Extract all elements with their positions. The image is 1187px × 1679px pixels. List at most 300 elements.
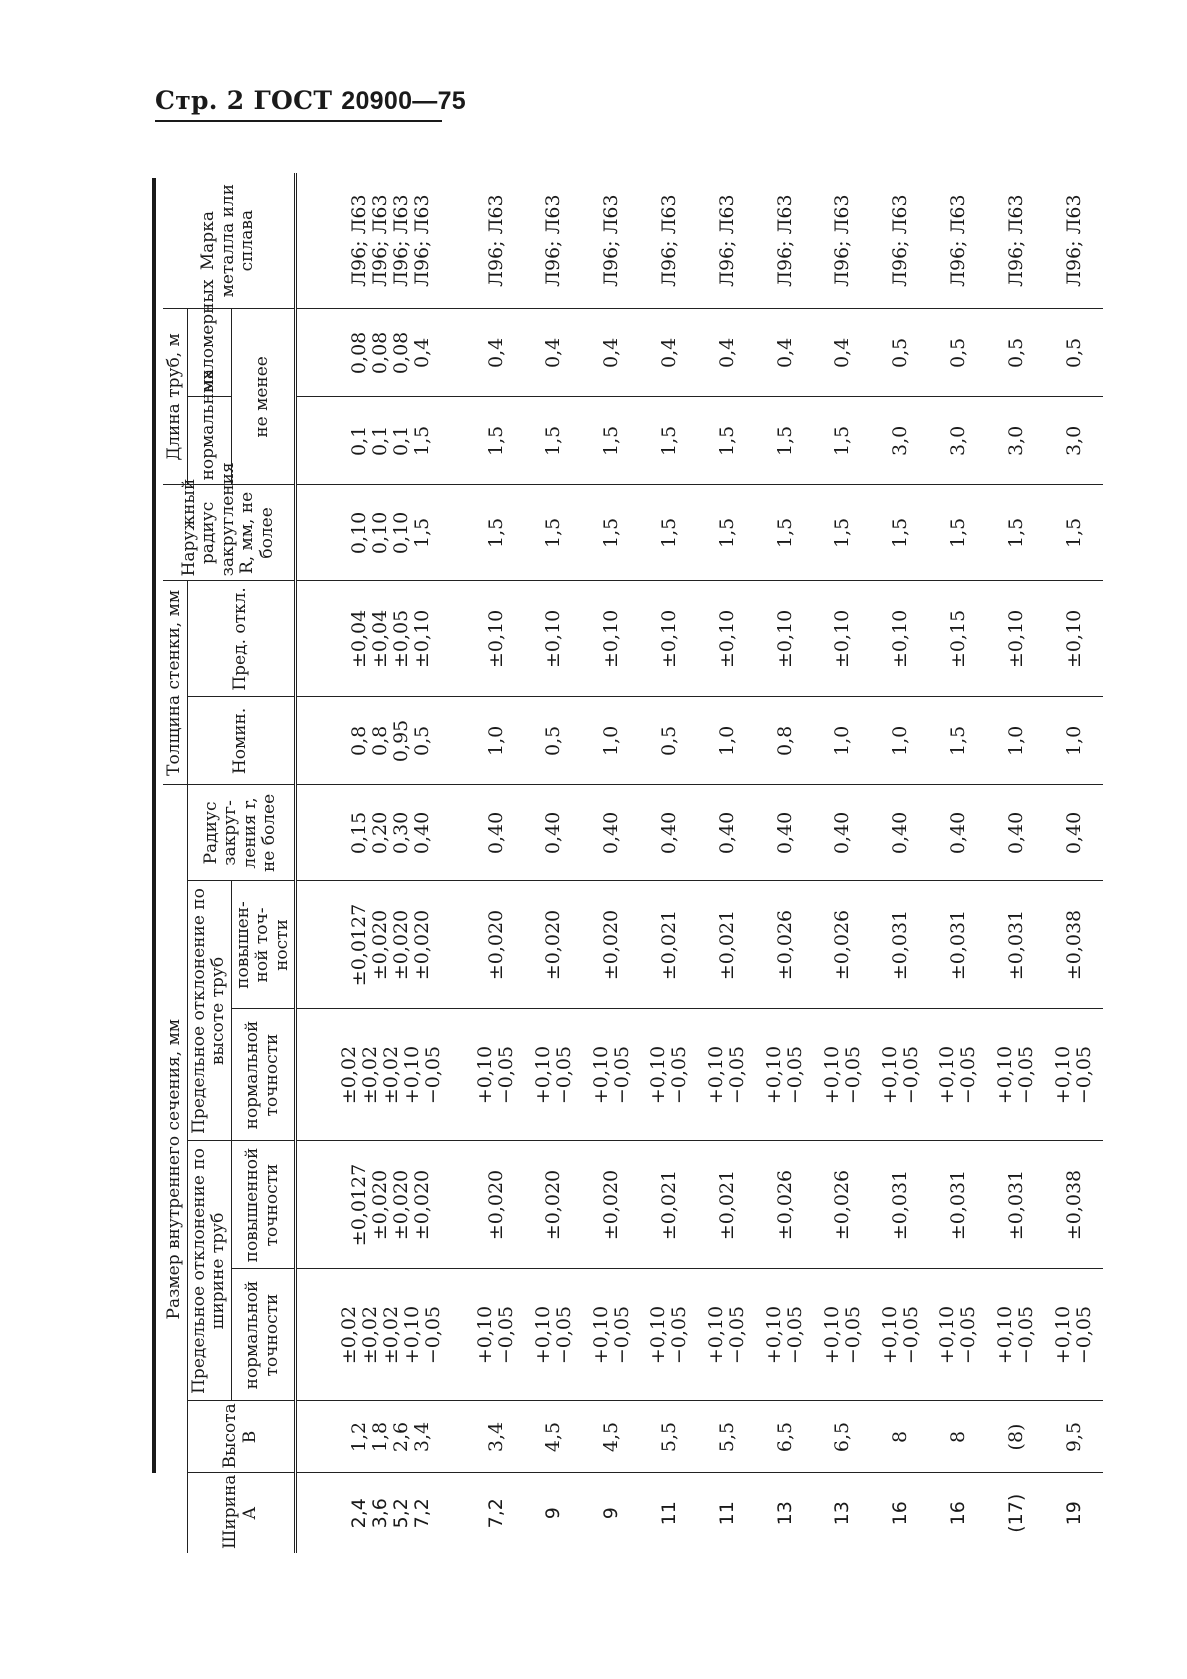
- table-row: [296, 173, 467, 1553]
- cell-height-b: [987, 1401, 1045, 1473]
- cell-value: ±0,04: [348, 609, 371, 669]
- cell-value: 11: [657, 1501, 680, 1526]
- cell-value: 13: [831, 1501, 854, 1526]
- cell-width-tol-increased: [467, 1141, 525, 1269]
- cell-wall-nominal: [872, 697, 930, 785]
- cell-height-b: [756, 1401, 814, 1473]
- cell-value: 0,40: [946, 811, 969, 855]
- header-wall-group: Толщина стенки, мм: [163, 581, 187, 785]
- cell-width-a: [641, 1473, 699, 1553]
- cell-width-a: [296, 1473, 467, 1553]
- table-row: [814, 173, 872, 1553]
- cell-value: −0,05: [957, 1045, 980, 1105]
- cell-value: 0,5: [1062, 337, 1085, 369]
- header-wall-deviation: Пред. откл.: [187, 581, 296, 697]
- cell-value: 16: [946, 1501, 969, 1526]
- cell-value: 1,5: [715, 517, 738, 549]
- table-body: [296, 173, 1103, 1553]
- cell-value: ±0,020: [411, 909, 434, 981]
- cell-value: ±0,02: [358, 1305, 381, 1365]
- cell-wall-deviation: [1045, 581, 1103, 697]
- cell-value: 1,0: [600, 725, 623, 757]
- cell-value: ±0,020: [369, 1169, 392, 1241]
- cell-value: 6,5: [773, 1421, 796, 1453]
- cell-value: 0,30: [390, 811, 413, 855]
- cell-wall-nominal: [583, 697, 641, 785]
- cell-value: 0,1: [390, 425, 413, 457]
- cell-value: ±0,02: [379, 1305, 402, 1365]
- cell-outer-radius: [583, 485, 641, 581]
- cell-height-tol-increased: [814, 881, 872, 1009]
- cell-height-tol-increased: [467, 881, 525, 1009]
- cell-wall-nominal: [467, 697, 525, 785]
- cell-width-tol-increased: [698, 1141, 756, 1269]
- cell-value: ±0,038: [1062, 909, 1085, 981]
- cell-value: (8): [1004, 1423, 1027, 1451]
- cell-value: 0,20: [369, 811, 392, 855]
- header-not-less: не менее: [231, 309, 296, 485]
- cell-value: ±0,031: [1004, 909, 1027, 981]
- cell-outer-radius: [467, 485, 525, 581]
- cell-width-a: [930, 1473, 988, 1553]
- cell-value: +0,10: [589, 1305, 612, 1365]
- cell-value: ±0,020: [369, 909, 392, 981]
- cell-wall-nominal: [814, 697, 872, 785]
- cell-value: −0,05: [899, 1045, 922, 1105]
- cell-length-short: [583, 309, 641, 397]
- cell-value: 1,5: [411, 425, 434, 457]
- cell-value: 0,5: [411, 725, 434, 757]
- cell-outer-radius: [698, 485, 756, 581]
- header-rule: [155, 120, 442, 122]
- cell-width-tol-normal: [930, 1269, 988, 1401]
- cell-width-a: [583, 1473, 641, 1553]
- cell-value: 0,40: [1062, 811, 1085, 855]
- cell-value: −0,05: [841, 1045, 864, 1105]
- cell-value: +0,10: [531, 1045, 554, 1105]
- standard-number: 20900—75: [341, 87, 466, 115]
- cell-value: Л96; Л63: [600, 194, 623, 287]
- cell-value: +0,10: [705, 1045, 728, 1105]
- cell-value: −0,05: [726, 1305, 749, 1365]
- cell-value: 5,5: [657, 1421, 680, 1453]
- cell-length-normal: [641, 397, 699, 485]
- cell-length-normal: [756, 397, 814, 485]
- cell-height-tol-increased: [583, 881, 641, 1009]
- cell-value: +0,10: [878, 1305, 901, 1365]
- page-header: [155, 86, 466, 116]
- cell-grade: [872, 173, 930, 309]
- cell-value: −0,05: [421, 1045, 444, 1105]
- cell-value: ±0,10: [715, 609, 738, 669]
- header-width-increased-accuracy: повышенной точности: [231, 1141, 296, 1269]
- cell-value: 0,4: [411, 337, 434, 369]
- cell-wall-deviation: [641, 581, 699, 697]
- cell-height-tol-increased: [872, 881, 930, 1009]
- cell-value: ±0,10: [1004, 609, 1027, 669]
- cell-value: 0,5: [946, 337, 969, 369]
- cell-value: 0,5: [1004, 337, 1027, 369]
- cell-width-tol-increased: [583, 1141, 641, 1269]
- cell-width-tol-normal: [641, 1269, 699, 1401]
- cell-value: ±0,15: [946, 609, 969, 669]
- cell-value: ±0,020: [484, 909, 507, 981]
- cell-length-short: [987, 309, 1045, 397]
- page-label: Стр. 2: [155, 86, 245, 115]
- cell-inner-radius: [872, 785, 930, 881]
- cell-value: ±0,04: [369, 609, 392, 669]
- cell-outer-radius: [296, 485, 467, 581]
- cell-value: 3,0: [889, 425, 912, 457]
- cell-value: ±0,10: [484, 609, 507, 669]
- cell-value: ±0,10: [889, 609, 912, 669]
- cell-value: 1,0: [831, 725, 854, 757]
- cell-value: ±0,10: [542, 609, 565, 669]
- header-height-normal-accuracy: нормальной точности: [231, 1009, 296, 1141]
- cell-value: −0,05: [495, 1045, 518, 1105]
- cell-value: −0,05: [610, 1045, 633, 1105]
- cell-value: ±0,0127: [348, 903, 371, 987]
- cell-value: 7,2: [411, 1498, 434, 1529]
- cell-inner-radius: [756, 785, 814, 881]
- cell-value: −0,05: [784, 1305, 806, 1365]
- header-height-increased-accuracy: повышен-ной точ-ности: [231, 881, 296, 1009]
- cell-height-tol-normal: [467, 1009, 525, 1141]
- cell-value: 1,5: [946, 517, 969, 549]
- table-row: [756, 173, 814, 1553]
- table-row: [641, 173, 699, 1553]
- cell-height-tol-increased: [641, 881, 699, 1009]
- cell-value: −0,05: [495, 1305, 518, 1365]
- cell-value: 0,40: [657, 811, 680, 855]
- cell-value: 1,5: [542, 517, 565, 549]
- cell-length-normal: [987, 397, 1045, 485]
- cell-value: +0,10: [474, 1305, 497, 1365]
- cell-value: +0,10: [531, 1305, 554, 1365]
- cell-value: Л96; Л63: [831, 194, 854, 287]
- cell-inner-radius: [525, 785, 583, 881]
- table-row: [467, 173, 525, 1553]
- cell-value: ±0,031: [946, 909, 969, 981]
- cell-width-tol-normal: [872, 1269, 930, 1401]
- cell-value: ±0,021: [657, 909, 680, 981]
- cell-inner-radius: [1045, 785, 1103, 881]
- cell-value: +0,10: [994, 1305, 1017, 1365]
- cell-value: +0,10: [763, 1045, 785, 1105]
- cell-height-b: [296, 1401, 467, 1473]
- cell-grade: [1045, 173, 1103, 309]
- cell-value: Л96; Л63: [715, 194, 738, 287]
- cell-value: 1,5: [1062, 517, 1085, 549]
- cell-height-tol-normal: [930, 1009, 988, 1141]
- cell-value: 16: [889, 1501, 912, 1526]
- cell-value: −0,05: [1015, 1045, 1038, 1105]
- cell-length-normal: [467, 397, 525, 485]
- cell-width-tol-increased: [987, 1141, 1045, 1269]
- cell-grade: [583, 173, 641, 309]
- cell-inner-radius: [987, 785, 1045, 881]
- cell-wall-nominal: [641, 697, 699, 785]
- cell-length-short: [930, 309, 988, 397]
- cell-width-a: [987, 1473, 1045, 1553]
- cell-value: 0,4: [657, 337, 680, 369]
- cell-height-tol-normal: [583, 1009, 641, 1141]
- cell-outer-radius: [872, 485, 930, 581]
- cell-width-tol-normal: [1045, 1269, 1103, 1401]
- cell-value: ±0,02: [337, 1045, 360, 1105]
- cell-value: ±0,02: [337, 1305, 360, 1365]
- cell-value: 0,4: [715, 337, 738, 369]
- cell-value: 0,8: [773, 725, 796, 757]
- header-height-tolerance: Предельное отклонение по высоте труб: [187, 881, 231, 1141]
- table-row: [987, 173, 1045, 1553]
- cell-value: ±0,020: [542, 909, 565, 981]
- cell-width-tol-normal: [583, 1269, 641, 1401]
- cell-height-tol-increased: [987, 881, 1045, 1009]
- cell-width-tol-increased: [756, 1141, 814, 1269]
- cell-value: 5,2: [390, 1498, 413, 1529]
- cell-value: ±0,020: [600, 909, 623, 981]
- cell-height-tol-normal: [641, 1009, 699, 1141]
- cell-value: Л96; Л63: [946, 194, 969, 287]
- cell-value: 0,15: [348, 811, 371, 855]
- cell-height-tol-increased: [525, 881, 583, 1009]
- cell-wall-deviation: [987, 581, 1045, 697]
- cell-value: ±0,026: [773, 909, 796, 981]
- header-normal-length: нормальных: [187, 397, 231, 485]
- cell-grade: [987, 173, 1045, 309]
- cell-grade: [930, 173, 988, 309]
- cell-value: 1,5: [600, 517, 623, 549]
- cell-value: ±0,021: [715, 909, 738, 981]
- cell-value: ±0,031: [1004, 1169, 1027, 1241]
- cell-value: ±0,020: [600, 1169, 623, 1241]
- cell-value: 1,0: [1004, 725, 1027, 757]
- cell-value: 0,40: [1004, 811, 1027, 855]
- cell-value: ±0,031: [889, 1169, 912, 1241]
- cell-value: ±0,10: [773, 609, 796, 669]
- cell-value: ±0,10: [831, 609, 854, 669]
- cell-width-tol-normal: [814, 1269, 872, 1401]
- cell-value: +0,10: [589, 1045, 612, 1105]
- cell-width-a: [814, 1473, 872, 1553]
- cell-value: Л96; Л63: [1062, 194, 1085, 287]
- cell-wall-deviation: [756, 581, 814, 697]
- cell-value: Л96; Л63: [657, 194, 680, 287]
- cell-value: 5,5: [715, 1421, 738, 1453]
- cell-value: 0,1: [348, 425, 371, 457]
- cell-wall-nominal: [296, 697, 467, 785]
- cell-value: +0,10: [1052, 1305, 1075, 1365]
- cell-height-tol-increased: [930, 881, 988, 1009]
- cell-outer-radius: [756, 485, 814, 581]
- header-outer-radius: Наружный радиус закругления R, мм, не более: [163, 485, 296, 581]
- cell-value: 3,6: [369, 1498, 392, 1529]
- cell-value: 1,5: [715, 425, 738, 457]
- cell-value: 4,5: [600, 1421, 623, 1453]
- cell-value: 3,0: [1062, 425, 1085, 457]
- cell-value: 1,0: [484, 725, 507, 757]
- cell-value: +0,10: [400, 1045, 423, 1105]
- cell-value: 6,5: [831, 1421, 854, 1453]
- cell-height-tol-increased: [756, 881, 814, 1009]
- cell-length-normal: [872, 397, 930, 485]
- cell-width-tol-increased: [1045, 1141, 1103, 1269]
- cell-value: ±0,031: [889, 909, 912, 981]
- cell-width-a: [1045, 1473, 1103, 1553]
- cell-value: 11: [715, 1501, 738, 1526]
- cell-height-tol-normal: [987, 1009, 1045, 1141]
- cell-value: ±0,10: [1062, 609, 1085, 669]
- cell-value: −0,05: [1073, 1305, 1096, 1365]
- cell-value: 1,0: [1062, 725, 1085, 757]
- cell-value: 2,4: [348, 1498, 371, 1529]
- cell-height-b: [583, 1401, 641, 1473]
- cell-grade: [641, 173, 699, 309]
- cell-value: 1,5: [773, 517, 796, 549]
- cell-value: −0,05: [1015, 1305, 1038, 1365]
- cell-length-normal: [525, 397, 583, 485]
- cell-length-normal: [1045, 397, 1103, 485]
- cell-inner-radius: [296, 785, 467, 881]
- cell-value: 0,1: [369, 425, 392, 457]
- cell-wall-deviation: [525, 581, 583, 697]
- cell-value: 1,5: [889, 517, 912, 549]
- cell-length-normal: [814, 397, 872, 485]
- cell-length-normal: [930, 397, 988, 485]
- cell-outer-radius: [641, 485, 699, 581]
- cell-value: 0,40: [715, 811, 738, 855]
- cell-value: 1,2: [348, 1421, 371, 1453]
- cell-length-short: [641, 309, 699, 397]
- cell-value: +0,10: [705, 1305, 728, 1365]
- cell-value: 8: [889, 1430, 912, 1444]
- cell-value: ±0,02: [358, 1045, 381, 1105]
- cell-height-tol-normal: [872, 1009, 930, 1141]
- table-row: [930, 173, 988, 1553]
- cell-value: 9,5: [1062, 1421, 1085, 1453]
- cell-width-a: [756, 1473, 814, 1553]
- cell-width-tol-normal: [987, 1269, 1045, 1401]
- table-head: [163, 173, 296, 1553]
- cell-value: 0,08: [390, 331, 413, 375]
- cell-length-short: [872, 309, 930, 397]
- cell-value: 0,40: [484, 811, 507, 855]
- cell-value: 2,6: [390, 1421, 413, 1453]
- cell-inner-radius: [814, 785, 872, 881]
- header-inner-radius: Радиус закруг-ления r, не более: [187, 785, 296, 881]
- cell-value: 1,5: [773, 425, 796, 457]
- cell-value: −0,05: [552, 1305, 575, 1365]
- cell-value: −0,05: [1073, 1045, 1096, 1105]
- cell-value: 13: [773, 1501, 796, 1526]
- cell-grade: [467, 173, 525, 309]
- cell-value: 0,08: [348, 331, 371, 375]
- cell-value: 0,40: [889, 811, 912, 855]
- cell-width-tol-increased: [296, 1141, 467, 1269]
- cell-value: Л96; Л63: [390, 194, 413, 287]
- cell-value: ±0,020: [542, 1169, 565, 1241]
- cell-value: 0,40: [542, 811, 565, 855]
- cell-value: +0,10: [647, 1045, 670, 1105]
- cell-value: 1,5: [657, 425, 680, 457]
- cell-value: −0,05: [668, 1305, 691, 1365]
- table-frame-line: [152, 178, 156, 1473]
- cell-width-tol-increased: [872, 1141, 930, 1269]
- cell-wall-deviation: [930, 581, 988, 697]
- cell-value: 7,2: [484, 1498, 507, 1529]
- cell-value: ±0,020: [411, 1169, 434, 1241]
- cell-value: 0,5: [657, 725, 680, 757]
- cell-grade: [296, 173, 467, 309]
- cell-wall-deviation: [467, 581, 525, 697]
- cell-height-tol-normal: [296, 1009, 467, 1141]
- header-width-a: Ширина A: [187, 1473, 296, 1553]
- cell-value: +0,10: [820, 1045, 843, 1105]
- cell-width-tol-normal: [296, 1269, 467, 1401]
- cell-value: 1,0: [889, 725, 912, 757]
- cell-value: 1,5: [831, 425, 854, 457]
- cell-value: 1,5: [1004, 517, 1027, 549]
- cell-value: −0,05: [726, 1045, 749, 1105]
- cell-value: ±0,021: [657, 1169, 680, 1241]
- cell-width-tol-increased: [641, 1141, 699, 1269]
- cell-wall-nominal: [987, 697, 1045, 785]
- cell-height-tol-increased: [1045, 881, 1103, 1009]
- cell-value: 19: [1062, 1501, 1085, 1526]
- cell-length-short: [525, 309, 583, 397]
- cell-value: 8: [946, 1430, 969, 1444]
- cell-outer-radius: [814, 485, 872, 581]
- cell-value: Л96; Л63: [542, 194, 565, 287]
- cell-height-b: [872, 1401, 930, 1473]
- cell-width-tol-normal: [467, 1269, 525, 1401]
- cell-value: Л96; Л63: [348, 194, 371, 287]
- cell-height-tol-increased: [296, 881, 467, 1009]
- cell-width-a: [872, 1473, 930, 1553]
- cell-value: +0,10: [994, 1045, 1017, 1105]
- cell-grade: [756, 173, 814, 309]
- cell-wall-nominal: [1045, 697, 1103, 785]
- cell-value: 0,5: [889, 337, 912, 369]
- cell-value: ±0,10: [657, 609, 680, 669]
- cell-length-normal: [296, 397, 467, 485]
- cell-value: 0,10: [348, 511, 371, 555]
- cell-value: +0,10: [400, 1305, 423, 1365]
- cell-height-b: [641, 1401, 699, 1473]
- header-width-tolerance: Предельное отклонение по ширине труб: [187, 1141, 231, 1401]
- cell-value: −0,05: [668, 1045, 691, 1105]
- cell-value: 1,5: [542, 425, 565, 457]
- cell-length-normal: [583, 397, 641, 485]
- cell-height-tol-normal: [525, 1009, 583, 1141]
- cell-value: Л96; Л63: [484, 194, 507, 287]
- cell-width-tol-increased: [525, 1141, 583, 1269]
- cell-value: 1,5: [657, 517, 680, 549]
- cell-wall-nominal: [930, 697, 988, 785]
- cell-value: ±0,10: [411, 609, 434, 669]
- cell-value: ±0,020: [390, 909, 413, 981]
- header-height-b: Высота B: [187, 1401, 296, 1473]
- cell-value: +0,10: [1052, 1045, 1075, 1105]
- cell-wall-nominal: [698, 697, 756, 785]
- cell-value: +0,10: [936, 1305, 959, 1365]
- cell-length-short: [756, 309, 814, 397]
- cell-value: 0,40: [600, 811, 623, 855]
- cell-value: +0,10: [820, 1305, 843, 1365]
- cell-value: 0,4: [831, 337, 854, 369]
- cell-inner-radius: [698, 785, 756, 881]
